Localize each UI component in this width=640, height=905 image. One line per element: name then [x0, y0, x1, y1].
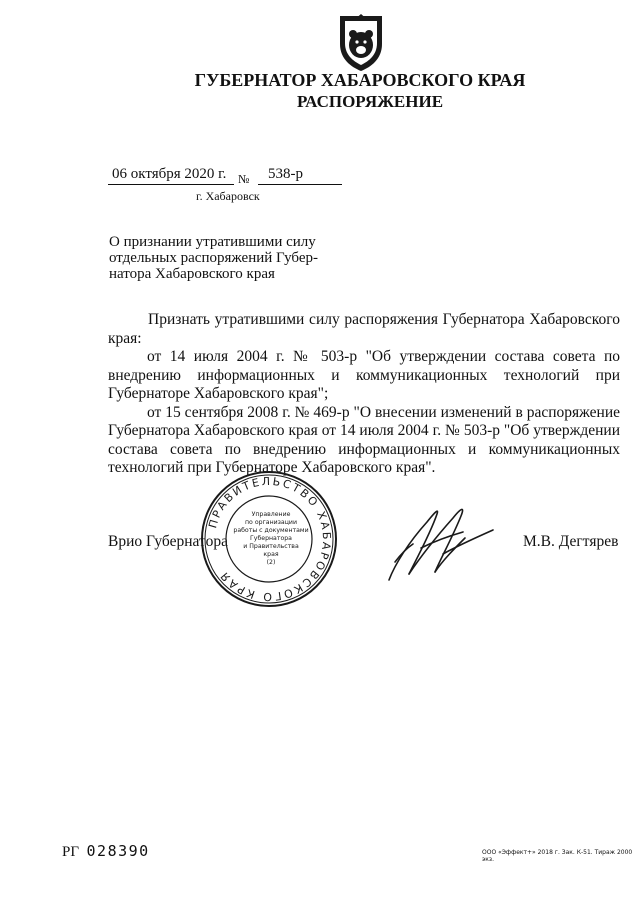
form-serial-number: 028390 — [86, 842, 150, 860]
stamp-line: края — [263, 551, 279, 558]
document-city: г. Хабаровск — [196, 189, 260, 203]
stamp-line: Управление — [251, 511, 291, 518]
coat-of-arms-emblem — [336, 12, 386, 72]
number-label: № — [238, 172, 250, 186]
signatory-position: Врио Губернатора — [108, 533, 228, 550]
document-number: 538-р — [268, 166, 303, 182]
stamp-line: Губернатора — [250, 535, 292, 542]
stamp-line: и Правительства — [243, 543, 299, 550]
stamp-ring-text: ПРАВИТЕЛЬСТВО ХАБАРОВСКОГО КРАЯ — [206, 474, 334, 604]
subject-line: натора Хабаровского края — [109, 266, 275, 282]
form-series: РГ — [62, 844, 80, 860]
body-item-1: от 14 июля 2004 г. № 503-р "Об утверждении состава совета по внедрению информационных и коммуникационных технологий при Губернаторе Хабаровского края"; — [108, 348, 620, 402]
number-underline — [258, 184, 342, 185]
form-serial — [62, 842, 150, 861]
printer-imprint: ООО «Эффект+» 2018 г. Зак. К-51. Тираж 2000 экз. — [482, 849, 633, 863]
body-intro: Признать утратившими силу распоряжения Губернатора Хабаровского края: — [108, 311, 620, 347]
subject-line: отдельных распоряжений Губер- — [109, 250, 319, 266]
document-body — [108, 311, 620, 478]
body-item-2: от 15 сентября 2008 г. № 469-р "О внесении изменений в распоряжение Губернатора Хабаровского края от 14 июля 2004 г. № 503-р "Об утверждении состава совета по внедрению информационных и коммуникационных технологий при Губернаторе Хабаровского края". — [108, 403, 620, 476]
stamp-line: работы с документами — [233, 527, 309, 534]
official-stamp — [199, 469, 339, 609]
document-date: 06 октября 2020 г. — [112, 166, 227, 182]
signatory-name: М.В. Дегтярев — [523, 533, 619, 550]
document-subject — [109, 234, 318, 282]
handwritten-signature — [381, 498, 496, 588]
document-type-title: РАСПОРЯЖЕНИЕ — [296, 92, 444, 111]
stamp-line: (2) — [266, 559, 276, 566]
date-underline — [108, 184, 234, 185]
document-authority-title: ГУБЕРНАТОР ХАБАРОВСКОГО КРАЯ — [194, 70, 526, 90]
stamp-line: по организации — [245, 519, 297, 526]
subject-line: О признании утратившими силу — [109, 234, 316, 250]
